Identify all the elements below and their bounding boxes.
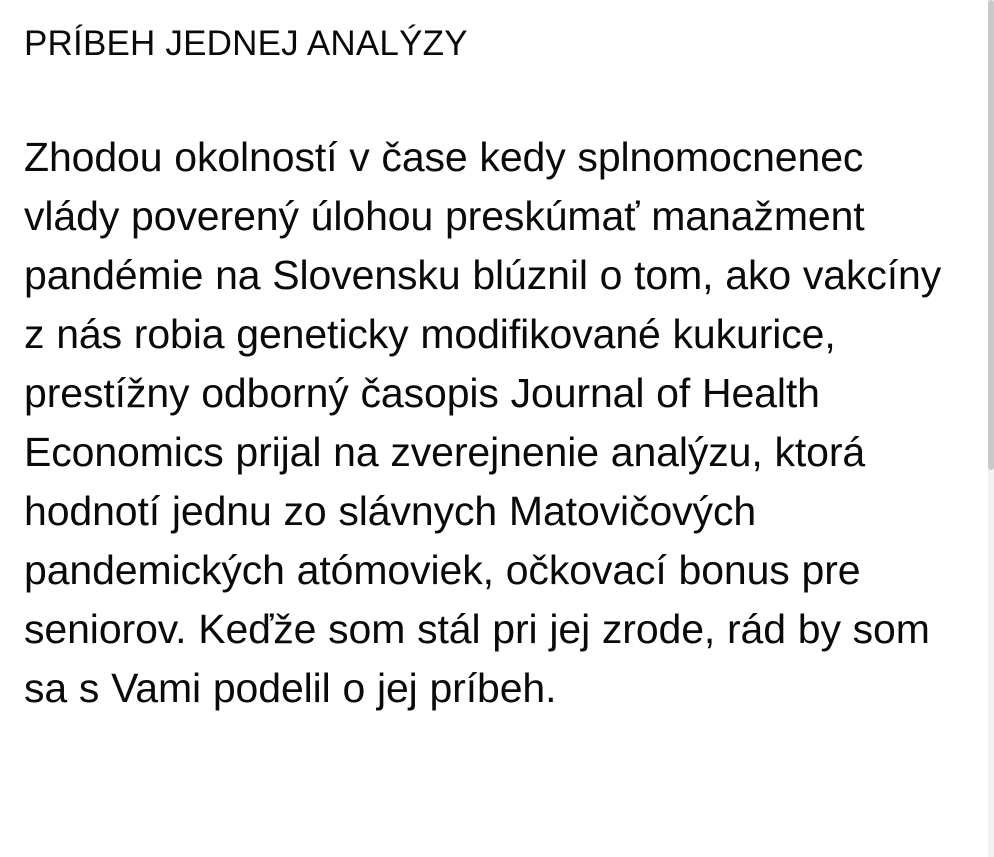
page-title: PRÍBEH JEDNEJ ANALÝZY xyxy=(24,24,468,63)
scrollbar-thumb[interactable] xyxy=(988,0,994,470)
body-paragraph: Zhodou okolností v čase kedy splnomocnenec vlády poverený úlohou preskúmať manažment pandémie na Slovensku blúznil o tom, ako vakcíny z nás robia geneticky modifikované kukurice, prestížny odborný časopis Journal of Health Economics prijal na zverejnenie analýzu, ktorá hodnotí jednu zo slávnych Matovičových pandemických atómoviek, očkovací bonus pre seniorov. Keďže som stál pri jej zrode, rád by som sa s Vami podelil o jej príbeh. xyxy=(24,133,942,711)
title-paragraph-spacer xyxy=(24,74,960,128)
